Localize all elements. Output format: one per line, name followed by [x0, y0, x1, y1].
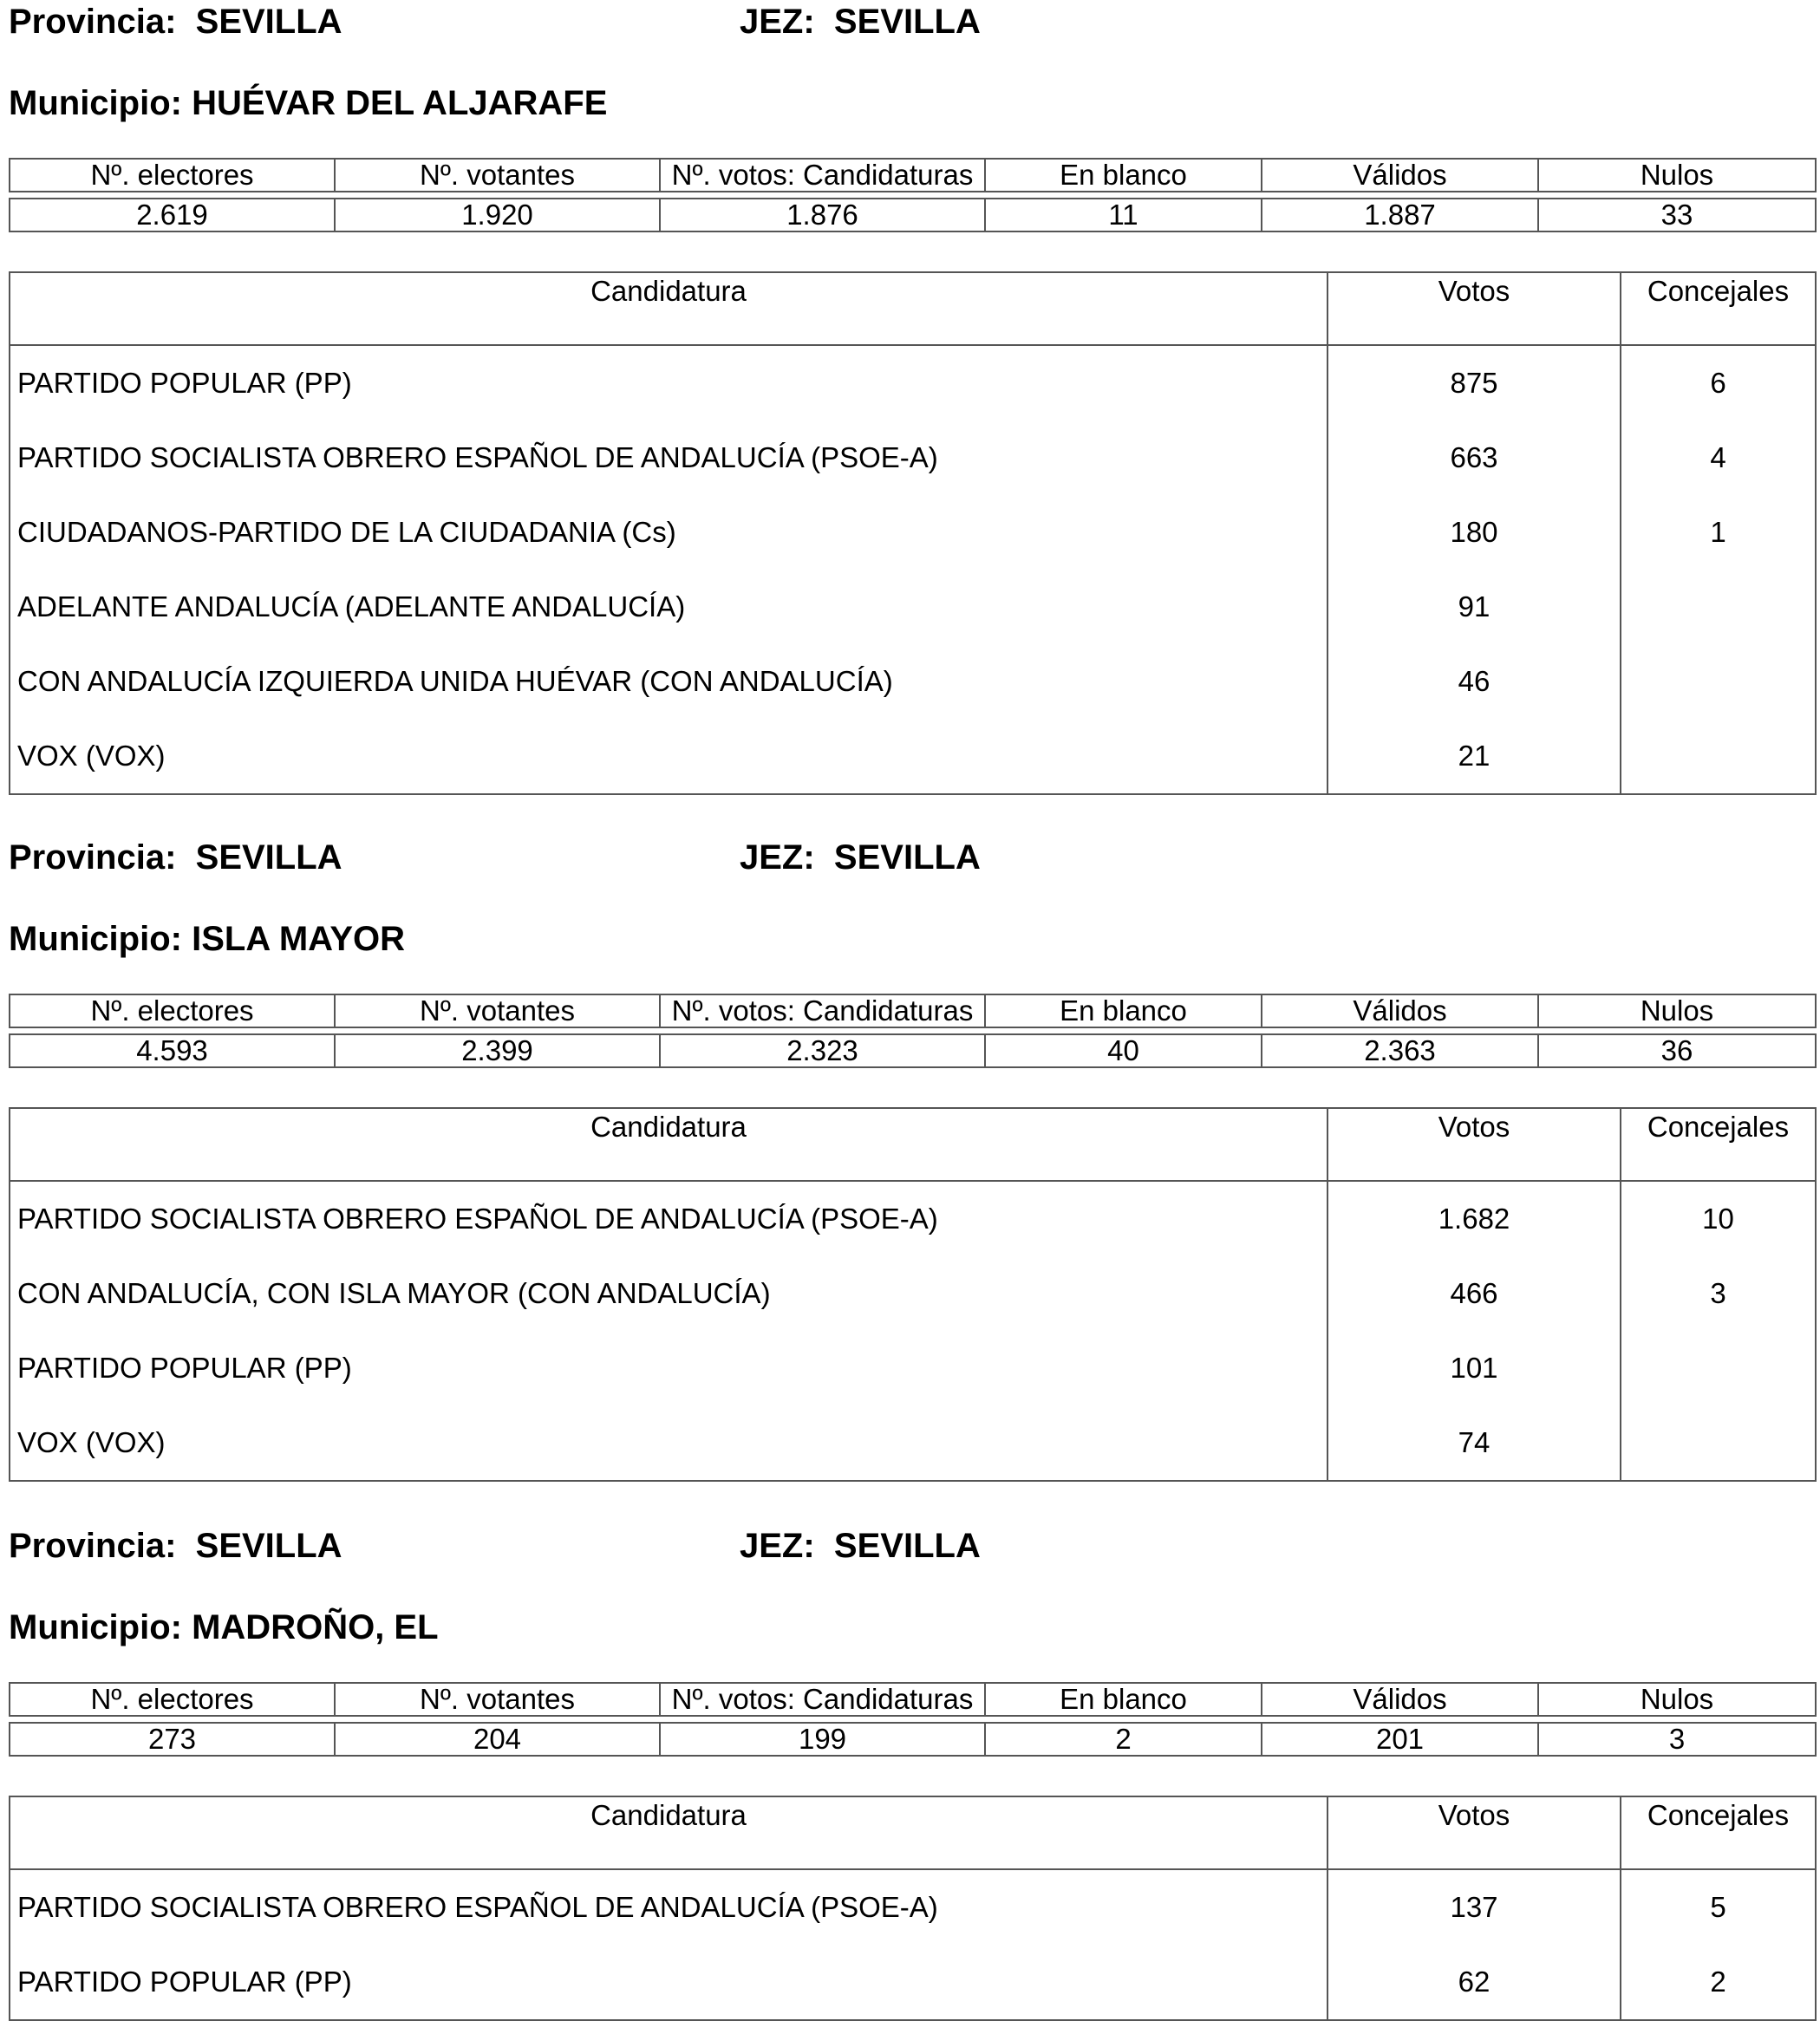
stats-nulos: 3 — [1538, 1723, 1816, 1756]
header-candidatura: Candidatura — [10, 1796, 1327, 1869]
candidate-concejales: 2 — [1621, 1945, 1816, 2020]
stats-header-votos-candidaturas: Nº. votos: Candidaturas — [660, 994, 985, 1027]
stats-header-nulos: Nulos — [1538, 994, 1816, 1027]
municipio-heading: Municipio: ISLA MAYOR — [9, 920, 406, 958]
stats-table — [9, 1682, 1817, 1757]
candidate-name: CON ANDALUCÍA, CON ISLA MAYOR (CON ANDALUCÍA) — [10, 1256, 1327, 1331]
candidate-votos: 21 — [1327, 719, 1621, 794]
table-row — [10, 644, 1816, 719]
header-concejales: Concejales — [1621, 1108, 1816, 1181]
stats-header-validos: Válidos — [1262, 159, 1538, 192]
candidate-name: PARTIDO POPULAR (PP) — [10, 1331, 1327, 1405]
stats-header-votantes: Nº. votantes — [335, 994, 660, 1027]
stats-electores: 273 — [10, 1723, 335, 1756]
stats-votos-candidaturas: 2.323 — [660, 1034, 985, 1067]
stats-header-en-blanco: En blanco — [985, 994, 1262, 1027]
stats-validos: 1.887 — [1262, 199, 1538, 231]
stats-votos-candidaturas: 1.876 — [660, 199, 985, 231]
stats-votantes: 204 — [335, 1723, 660, 1756]
stats-en-blanco: 2 — [985, 1723, 1262, 1756]
candidate-concejales — [1621, 1405, 1816, 1481]
municipio-value: HUÉVAR DEL ALJARAFE — [192, 84, 608, 122]
stats-votos-candidaturas: 199 — [660, 1723, 985, 1756]
table-row — [10, 495, 1816, 570]
stats-table — [9, 994, 1817, 1068]
candidates-header-row — [10, 1796, 1816, 1869]
stats-header-electores: Nº. electores — [10, 994, 335, 1027]
provincia-heading: Provincia: SEVILLA — [9, 838, 342, 877]
candidate-name: PARTIDO POPULAR (PP) — [10, 1945, 1327, 2020]
candidate-votos: 62 — [1327, 1945, 1621, 2020]
municipio-value: MADROÑO, EL — [192, 1608, 439, 1646]
stats-votantes: 1.920 — [335, 199, 660, 231]
header-concejales: Concejales — [1621, 1796, 1816, 1869]
stats-header-row — [10, 159, 1816, 192]
jez-heading: JEZ: SEVILLA — [740, 838, 981, 877]
stats-en-blanco: 11 — [985, 199, 1262, 231]
stats-en-blanco: 40 — [985, 1034, 1262, 1067]
table-row — [10, 1181, 1816, 1256]
stats-header-nulos: Nulos — [1538, 159, 1816, 192]
candidates-table — [9, 1107, 1817, 1482]
candidate-concejales — [1621, 1331, 1816, 1405]
table-row — [10, 1331, 1816, 1405]
header-votos: Votos — [1327, 272, 1621, 345]
provincia-value: SEVILLA — [195, 3, 342, 41]
stats-header-validos: Válidos — [1262, 1683, 1538, 1716]
candidate-votos: 91 — [1327, 570, 1621, 644]
jez-heading: JEZ: SEVILLA — [740, 1527, 981, 1565]
stats-header-electores: Nº. electores — [10, 159, 335, 192]
stats-header-votantes: Nº. votantes — [335, 159, 660, 192]
candidates-table — [9, 1796, 1817, 2021]
candidate-votos: 137 — [1327, 1869, 1621, 1945]
candidate-name: CIUDADANOS-PARTIDO DE LA CIUDADANIA (Cs) — [10, 495, 1327, 570]
candidates-header-row — [10, 1108, 1816, 1181]
provincia-heading: Provincia: SEVILLA — [9, 3, 342, 41]
stats-header-en-blanco: En blanco — [985, 1683, 1262, 1716]
municipio-heading: Municipio: MADROÑO, EL — [9, 1608, 439, 1646]
header-concejales: Concejales — [1621, 272, 1816, 345]
candidate-votos: 663 — [1327, 420, 1621, 495]
provincia-value: SEVILLA — [195, 838, 342, 877]
header-candidatura: Candidatura — [10, 272, 1327, 345]
candidate-votos: 1.682 — [1327, 1181, 1621, 1256]
stats-votantes: 2.399 — [335, 1034, 660, 1067]
stats-validos: 2.363 — [1262, 1034, 1538, 1067]
stats-header-row — [10, 994, 1816, 1027]
candidate-concejales — [1621, 570, 1816, 644]
table-row — [10, 420, 1816, 495]
jez-value: SEVILLA — [833, 1527, 981, 1565]
table-row — [10, 345, 1816, 420]
candidate-concejales: 5 — [1621, 1869, 1816, 1945]
stats-header-votos-candidaturas: Nº. votos: Candidaturas — [660, 159, 985, 192]
provincia-value: SEVILLA — [195, 1527, 342, 1565]
table-row — [10, 1945, 1816, 2020]
table-row — [10, 1256, 1816, 1331]
candidate-concejales: 3 — [1621, 1256, 1816, 1331]
stats-table — [9, 158, 1817, 232]
stats-electores: 2.619 — [10, 199, 335, 231]
candidate-name: VOX (VOX) — [10, 719, 1327, 794]
candidate-name: PARTIDO SOCIALISTA OBRERO ESPAÑOL DE ANDALUCÍA (PSOE-A) — [10, 420, 1327, 495]
candidate-votos: 875 — [1327, 345, 1621, 420]
table-row — [10, 570, 1816, 644]
candidate-name: CON ANDALUCÍA IZQUIERDA UNIDA HUÉVAR (CON ANDALUCÍA) — [10, 644, 1327, 719]
candidate-name: PARTIDO SOCIALISTA OBRERO ESPAÑOL DE ANDALUCÍA (PSOE-A) — [10, 1181, 1327, 1256]
candidates-header-row — [10, 272, 1816, 345]
candidate-concejales — [1621, 719, 1816, 794]
stats-validos: 201 — [1262, 1723, 1538, 1756]
candidate-concejales: 1 — [1621, 495, 1816, 570]
provincia-heading: Provincia: SEVILLA — [9, 1527, 342, 1565]
candidate-name: PARTIDO SOCIALISTA OBRERO ESPAÑOL DE ANDALUCÍA (PSOE-A) — [10, 1869, 1327, 1945]
candidate-concejales: 6 — [1621, 345, 1816, 420]
stats-value-row — [10, 199, 1816, 231]
stats-header-votantes: Nº. votantes — [335, 1683, 660, 1716]
candidate-votos: 466 — [1327, 1256, 1621, 1331]
stats-header-row — [10, 1683, 1816, 1716]
candidate-votos: 46 — [1327, 644, 1621, 719]
stats-header-validos: Válidos — [1262, 994, 1538, 1027]
jez-value: SEVILLA — [833, 838, 981, 877]
candidate-name: PARTIDO POPULAR (PP) — [10, 345, 1327, 420]
stats-header-electores: Nº. electores — [10, 1683, 335, 1716]
stats-value-row — [10, 1034, 1816, 1067]
stats-header-votos-candidaturas: Nº. votos: Candidaturas — [660, 1683, 985, 1716]
stats-electores: 4.593 — [10, 1034, 335, 1067]
candidate-votos: 180 — [1327, 495, 1621, 570]
candidates-table — [9, 271, 1817, 795]
stats-nulos: 36 — [1538, 1034, 1816, 1067]
table-row — [10, 719, 1816, 794]
municipio-value: ISLA MAYOR — [192, 920, 406, 958]
table-row — [10, 1869, 1816, 1945]
candidate-votos: 101 — [1327, 1331, 1621, 1405]
stats-header-en-blanco: En blanco — [985, 159, 1262, 192]
header-candidatura: Candidatura — [10, 1108, 1327, 1181]
jez-heading: JEZ: SEVILLA — [740, 3, 981, 41]
candidate-concejales — [1621, 644, 1816, 719]
candidate-votos: 74 — [1327, 1405, 1621, 1481]
stats-nulos: 33 — [1538, 199, 1816, 231]
stats-header-nulos: Nulos — [1538, 1683, 1816, 1716]
jez-value: SEVILLA — [833, 3, 981, 41]
candidate-concejales: 4 — [1621, 420, 1816, 495]
candidate-name: ADELANTE ANDALUCÍA (ADELANTE ANDALUCÍA) — [10, 570, 1327, 644]
municipio-heading: Municipio: HUÉVAR DEL ALJARAFE — [9, 84, 608, 122]
header-votos: Votos — [1327, 1796, 1621, 1869]
header-votos: Votos — [1327, 1108, 1621, 1181]
candidate-concejales: 10 — [1621, 1181, 1816, 1256]
table-row — [10, 1405, 1816, 1481]
candidate-name: VOX (VOX) — [10, 1405, 1327, 1481]
stats-value-row — [10, 1723, 1816, 1756]
